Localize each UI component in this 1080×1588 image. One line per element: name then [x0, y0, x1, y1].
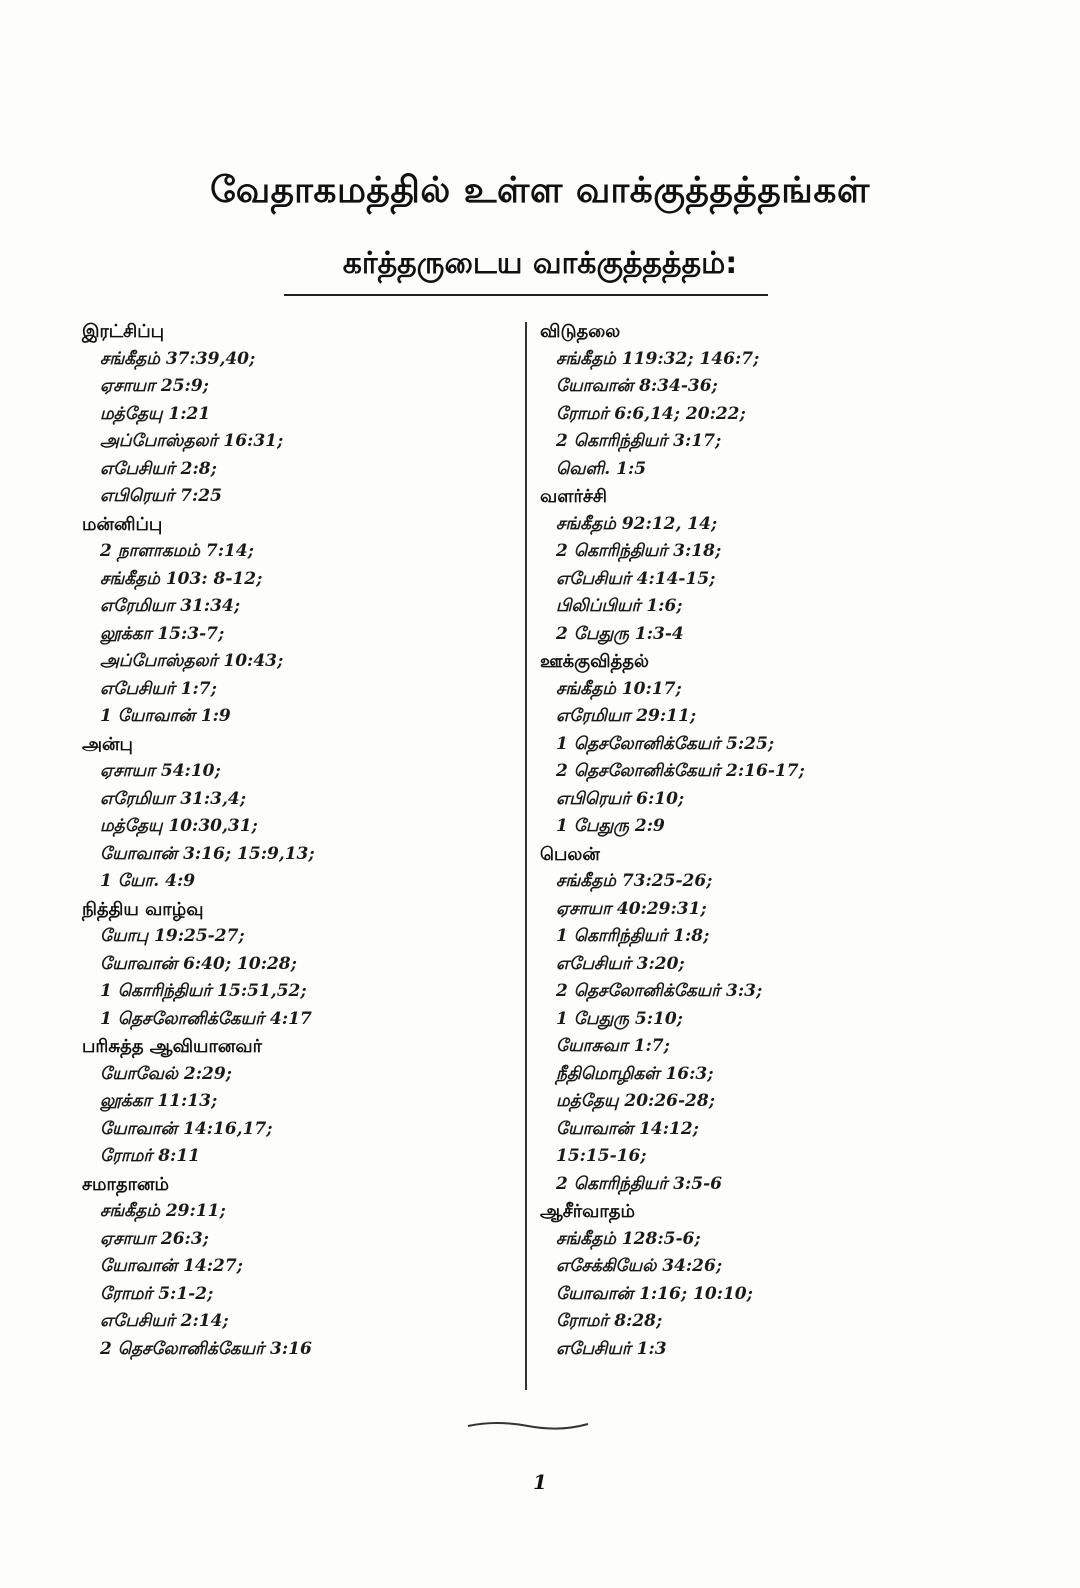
verse-reference: வெளி. 1:5 [556, 458, 647, 479]
verse-reference: சங்கீதம் 103: 8-12; [100, 568, 263, 589]
verse-reference: அப்போஸ்தலர் 10:43; [100, 651, 284, 671]
verse-reference: 2 தெசலோனிக்கேயர் 2:16-17; [556, 761, 805, 781]
verse-reference: ஏசாயா 25:9; [100, 376, 209, 396]
subtitle-underline [284, 294, 768, 296]
verse-reference: யோவான் 8:34-36; [556, 376, 718, 396]
left-column [82, 318, 502, 1363]
topic-section [82, 1171, 502, 1364]
verse-reference: 2 கொரிந்தியர் 3:17; [556, 431, 722, 451]
verse-reference: எபேசியர் 3:20; [556, 953, 685, 974]
verse-reference: ரோமர் 5:1-2; [100, 1283, 214, 1304]
topic-section [82, 896, 502, 1034]
verse-reference: யோவான் 14:27; [100, 1256, 243, 1276]
topic-heading: மன்னிப்பு [82, 513, 163, 535]
verse-reference: 1 கொரிந்தியர் 15:51,52; [100, 981, 307, 1001]
topic-section [82, 318, 502, 511]
verse-reference: 2 பேதுரு 1:3-4 [556, 623, 684, 644]
topic-section [540, 318, 970, 483]
verse-reference: 15:15-16; [556, 1146, 647, 1166]
verse-reference: யோவான் 14:16,17; [100, 1118, 273, 1139]
verse-reference: யோவான் 6:40; 10:28; [100, 953, 297, 974]
verse-reference: எரேமியா 31:3,4; [100, 788, 247, 809]
verse-reference: யோவான் 14:12; [556, 1118, 699, 1139]
verse-reference: சங்கீதம் 29:11; [100, 1201, 226, 1221]
bottom-ornament-icon [466, 1418, 590, 1432]
topic-heading: அன்பு [82, 733, 133, 755]
topic-heading: ஊக்குவித்தல் [540, 651, 649, 672]
verse-reference: சங்கீதம் 128:5-6; [556, 1228, 701, 1249]
verse-reference: ஏசாயா 54:10; [100, 761, 221, 781]
verse-reference: ரோமர் 6:6,14; 20:22; [556, 403, 746, 424]
verse-reference: மத்தேயு 1:21 [100, 403, 211, 424]
verse-reference: ஏசாயா 40:29:31; [556, 898, 707, 919]
right-column [540, 318, 970, 1363]
verse-reference: 1 தெசலோனிக்கேயர் 4:17 [100, 1008, 312, 1029]
topic-section [540, 483, 970, 648]
verse-reference: 1 கொரிந்தியர் 1:8; [556, 926, 710, 946]
verse-reference: 2 கொரிந்தியர் 3:5-6 [556, 1173, 722, 1194]
verse-reference: எபேசியர் 1:7; [100, 678, 217, 699]
verse-reference: சங்கீதம் 73:25-26; [556, 871, 713, 891]
page-number: 1 [533, 1470, 547, 1494]
verse-reference: யோபு 19:25-27; [100, 926, 245, 946]
verse-reference: யோவான் 3:16; 15:9,13; [100, 843, 315, 864]
topic-heading: வளர்ச்சி [540, 486, 607, 507]
verse-reference: 2 தெசலோனிக்கேயர் 3:16 [100, 1338, 312, 1359]
verse-reference: 1 பேதுரு 5:10; [556, 1008, 683, 1029]
verse-reference: யோசுவா 1:7; [556, 1036, 670, 1056]
topic-heading: ஆசீர்வாதம் [540, 1201, 635, 1222]
verse-reference: 1 யோவான் 1:9 [100, 706, 231, 726]
verse-reference: எசேக்கியேல் 34:26; [556, 1256, 723, 1276]
verse-reference: எபேசியர் 1:3 [556, 1338, 667, 1359]
verse-reference: எபேசியர் 4:14-15; [556, 568, 716, 589]
verse-reference: எபிரெயர் 7:25 [100, 486, 222, 506]
verse-reference: லூக்கா 15:3-7; [100, 623, 225, 644]
verse-reference: சங்கீதம் 119:32; 146:7; [556, 348, 760, 369]
verse-reference: சங்கீதம் 10:17; [556, 678, 682, 699]
verse-reference: 2 தெசலோனிக்கேயர் 3:3; [556, 981, 763, 1001]
verse-reference: சங்கீதம் 37:39,40; [100, 348, 256, 369]
topic-heading: பரிசுத்த ஆவியானவர் [82, 1036, 262, 1057]
verse-reference: மத்தேயு 20:26-28; [556, 1091, 715, 1111]
verse-reference: அப்போஸ்தலர் 16:31; [100, 431, 284, 451]
topic-section [82, 1033, 502, 1171]
verse-reference: 2 நாளாகமம் 7:14; [100, 541, 254, 561]
page-subtitle: கர்த்தருடைய வாக்குத்தத்தம்: [342, 246, 738, 281]
verse-reference: யோவான் 1:16; 10:10; [556, 1283, 753, 1304]
verse-reference: எபேசியர் 2:14; [100, 1311, 229, 1331]
verse-reference: ரோமர் 8:28; [556, 1311, 663, 1331]
topic-section [540, 1198, 970, 1363]
verse-reference: 1 பேதுரு 2:9 [556, 816, 665, 836]
verse-reference: சங்கீதம் 92:12, 14; [556, 513, 718, 534]
topic-heading: இரட்சிப்பு [82, 321, 165, 342]
topic-section [540, 648, 970, 841]
verse-reference: எரேமியா 29:11; [556, 706, 697, 726]
verse-reference: எபேசியர் 2:8; [100, 458, 217, 479]
verse-reference: யோவேல் 2:29; [100, 1063, 232, 1084]
topic-heading: நித்திய வாழ்வு [82, 898, 204, 920]
verse-reference: எபிரெயர் 6:10; [556, 788, 685, 809]
page-title: வேதாகமத்தில் உள்ள வாக்குத்தத்தங்கள் [210, 170, 870, 211]
verse-reference: பிலிப்பியர் 1:6; [556, 596, 683, 616]
verse-reference: லூக்கா 11:13; [100, 1091, 218, 1111]
verse-reference: நீதிமொழிகள் 16:3; [556, 1063, 714, 1084]
topic-section [82, 731, 502, 896]
verse-reference: ஏசாயா 26:3; [100, 1228, 209, 1249]
verse-reference: ரோமர் 8:11 [100, 1146, 200, 1166]
verse-reference: மத்தேயு 10:30,31; [100, 816, 258, 836]
topic-section [82, 511, 502, 731]
topic-heading: சமாதானம் [82, 1173, 169, 1195]
verse-reference: 2 கொரிந்தியர் 3:18; [556, 541, 722, 561]
verse-reference: 1 யோ. 4:9 [100, 871, 196, 891]
topic-heading: பெலன் [540, 843, 600, 865]
verse-reference: 1 தெசலோனிக்கேயர் 5:25; [556, 733, 775, 754]
topic-section [540, 841, 970, 1199]
column-divider [525, 322, 527, 1390]
verse-reference: எரேமியா 31:34; [100, 596, 241, 616]
topic-heading: விடுதலை [540, 321, 621, 342]
